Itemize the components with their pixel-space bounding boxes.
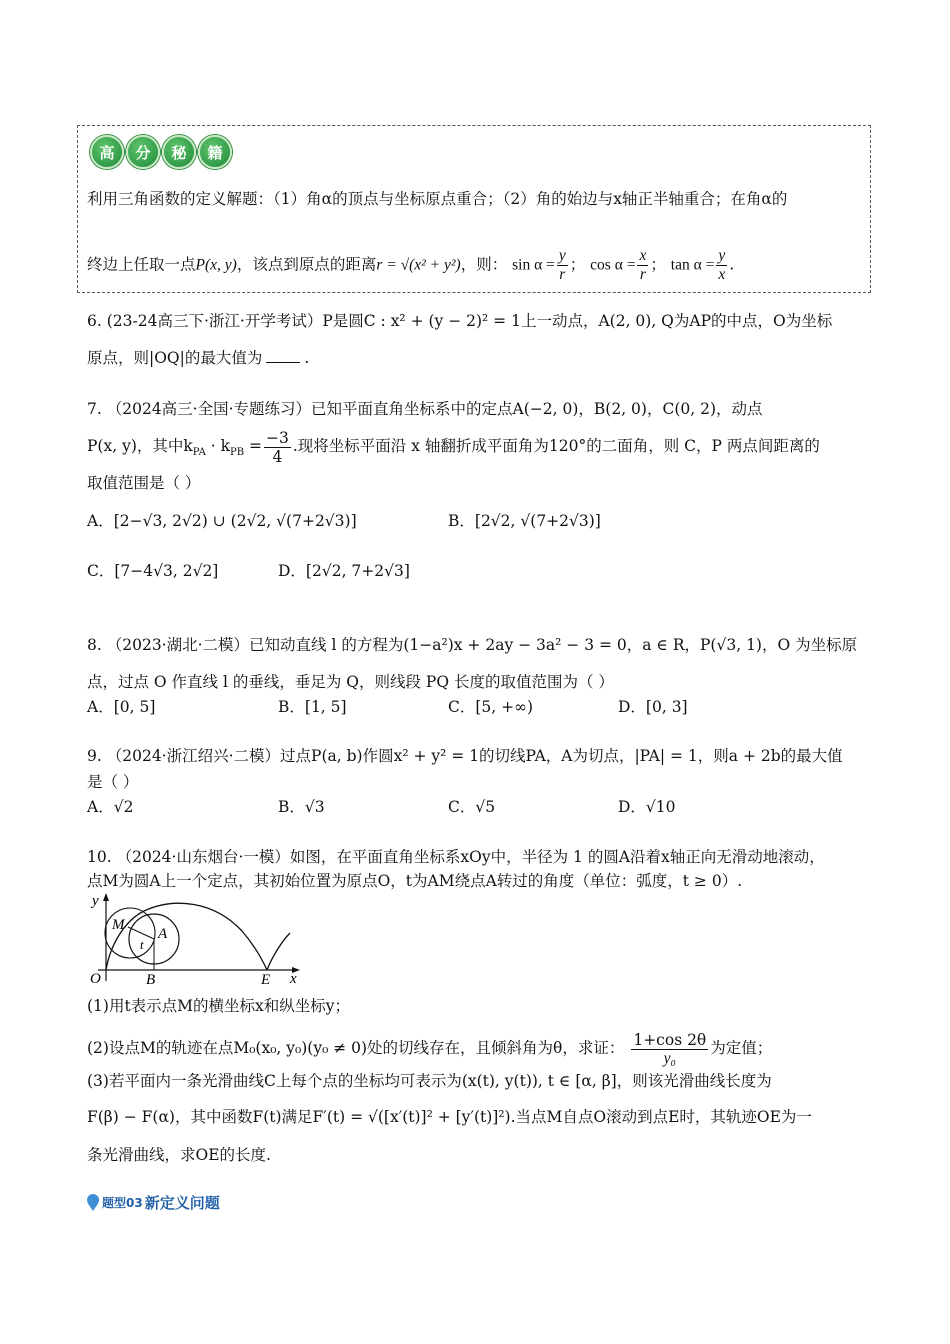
tip-badges — [90, 135, 232, 169]
q9-option-d[interactable]: D．√10 — [618, 798, 676, 816]
label-e: E — [261, 972, 271, 987]
answer-blank[interactable] — [266, 362, 300, 363]
location-pin-icon — [86, 1194, 100, 1212]
q10-part-3c: 条光滑曲线，求OE的长度. — [87, 1146, 271, 1164]
q8-line-1: 8. （2023·湖北·二模）已知动直线 l 的方程为(1−a²)x + 2ay − 3a² − 3 = 0，a ∈ R，P(√3, 1)，O 为坐标原 — [87, 636, 858, 654]
q9-line-1: 9. （2024·浙江绍兴·二模）过点P(a, b)作圆x² + y² = 1的切线PA，A为切点，|PA| = 1，则a + 2b的最大值 — [87, 747, 843, 765]
q8-option-d[interactable]: D．[0, 3] — [618, 698, 688, 716]
section-label: 题型03 — [102, 1196, 143, 1210]
tip-line-2: 终边上任取一点P(x, y)，该点到原点的距离r = √(x² + y²)，则： sin α = $\frac{y}{r}$ ； cos α = $\frac{x}{r}$ ； tan α = $\frac{y}{x}$ . — [87, 247, 735, 283]
q7-option-a[interactable]: A．[2−√3, 2√2) ∪ (2√2, √(7+2√3)] — [87, 512, 357, 530]
q10-part-1: (1)用t表示点M的横坐标x和纵坐标y； — [87, 997, 351, 1015]
label-b: B — [146, 972, 156, 987]
badge-4: 籍 — [198, 135, 232, 169]
q7-line-3: 取值范围是（ ） — [87, 474, 201, 492]
q7-option-b[interactable]: B．[2√2, √(7+2√3)] — [448, 512, 601, 530]
q10-part-3a: (3)若平面内一条光滑曲线C上每个点的坐标均可表示为(x(t), y(t)), t ∈ [α, β]，则该光滑曲线长度为 — [87, 1072, 772, 1090]
q7-line-1: 7. （2024高三·全国·专题练习）已知平面直角坐标系中的定点A(−2, 0)，B(2, 0)，C(0, 2)，动点 — [87, 400, 763, 418]
label-t: t — [140, 937, 144, 952]
q7-option-c[interactable]: C．[7−4√3, 2√2] — [87, 562, 219, 580]
q10-part-2: (2)设点M的轨迹在点M₀(x₀, y₀)(y₀ ≠ 0)处的切线存在，且倾斜角为θ，求证： $\frac{1+\cos 2\theta}{\text{y₀}}$ 为定值； — [87, 1030, 773, 1067]
cycloid-next-arc — [267, 933, 290, 970]
q9-option-b[interactable]: B．√3 — [278, 798, 325, 816]
cycloid-figure — [84, 891, 314, 987]
cycloid-arc — [106, 903, 267, 970]
label-m: M — [112, 917, 125, 933]
section-title: 新定义问题 — [144, 1194, 220, 1212]
q6-line-1: 6. (23-24高三下·浙江·开学考试）P是圆C : x² + (y − 2)² = 1上一动点，A(2, 0), Q为AP的中点，O为坐标 — [87, 312, 833, 330]
label-a: A — [158, 926, 168, 942]
section-heading — [86, 1192, 220, 1213]
q6-line-2: 原点，则|OQ|的最大值为 . — [87, 349, 310, 367]
tip-line-1: 利用三角函数的定义解题：（1）角α的顶点与坐标原点重合；（2）角的始边与x轴正半轴重合；在角α的 — [87, 190, 788, 208]
q10-line-1: 10. （2024·山东烟台·一模）如图，在平面直角坐标系xOy中，半径为 1 的圆A沿着x轴正向无滑动地滚动， — [87, 848, 825, 866]
q7-option-d[interactable]: D．[2√2, 7+2√3] — [278, 562, 410, 580]
q10-line-2: 点M为圆A上一个定点，其初始位置为原点O，t为AM绕点A转过的角度（单位：弧度，t ≥ 0）. — [87, 872, 743, 890]
badge-2: 分 — [126, 135, 160, 169]
q9-line-2: 是（ ） — [87, 773, 139, 791]
badge-1: 高 — [90, 135, 124, 169]
label-y: y — [92, 893, 99, 909]
q8-option-a[interactable]: A．[0, 5] — [87, 698, 156, 716]
q7-line-2: P(x, y)，其中$k_{PA} \cdot k_{PB}$ = $\frac{-3}{4}$ .现将坐标平面沿 x 轴翻折成平面角为120°的二面角，则 C，P 两点间距离的 — [87, 428, 820, 466]
q9-option-a[interactable]: A．√2 — [87, 798, 134, 816]
q8-line-2: 点，过点 O 作直线 l 的垂线，垂足为 Q，则线段 PQ 长度的取值范围为（ ） — [87, 673, 614, 691]
q9-option-c[interactable]: C．√5 — [448, 798, 496, 816]
badge-3: 秘 — [162, 135, 196, 169]
q8-option-c[interactable]: C．[5, +∞) — [448, 698, 534, 716]
label-o: O — [90, 971, 101, 987]
label-x: x — [290, 971, 297, 987]
q8-option-b[interactable]: B．[1, 5] — [278, 698, 347, 716]
q10-part-3b: F(β) − F(α)，其中函数F(t)满足F′(t) = √([x′(t)]² + [y′(t)]²).当点M自点O滚动到点E时，其轨迹OE为一 — [87, 1108, 812, 1126]
